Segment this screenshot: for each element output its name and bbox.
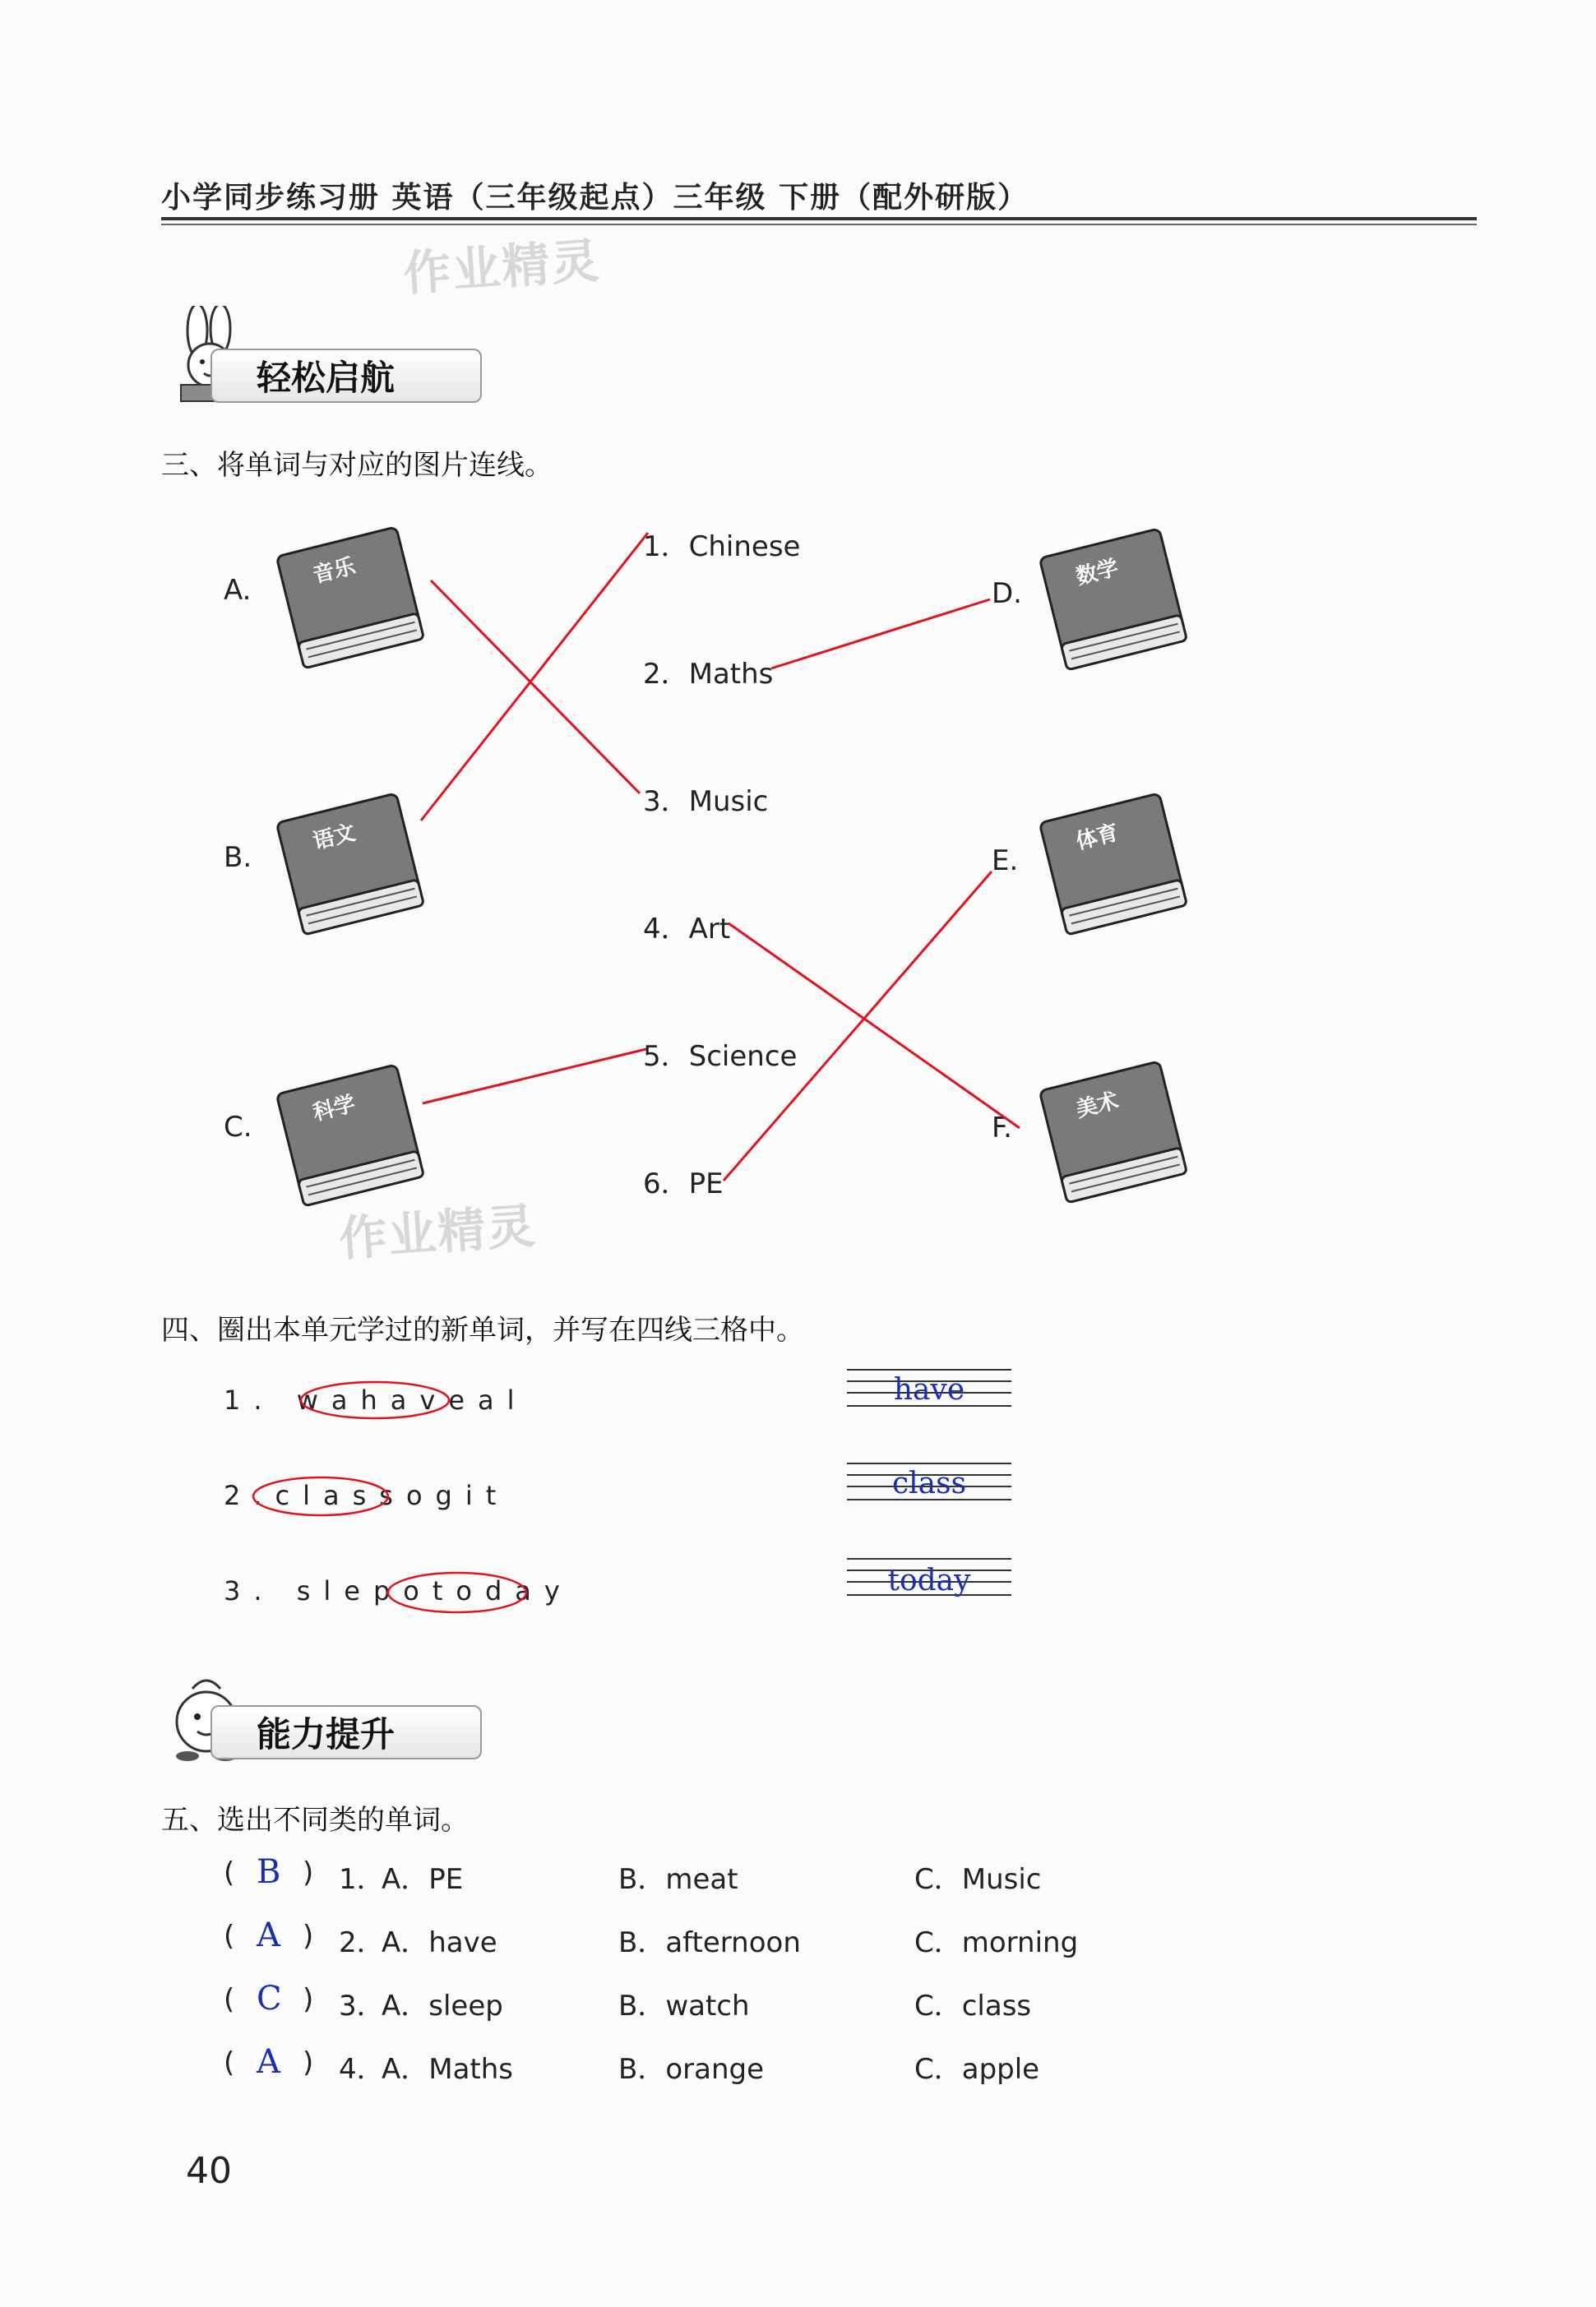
letters: classogit [275,1480,510,1511]
book-title: 语文 [310,820,359,855]
match-line-6-e [724,871,992,1181]
match-line-2-d [771,599,990,668]
paren-close: ) [303,1856,314,1889]
option-a: A．PE [382,1863,464,1896]
item-number: 2. [224,1480,275,1511]
book-title: 体育 [1073,820,1122,855]
circle-class [253,1477,388,1515]
paren-close: ) [303,1920,314,1953]
book-label-e: E. [992,844,1019,877]
option-c: C．class [914,1990,1032,2023]
book-label-c: C. [224,1111,252,1144]
book-label-a: A. [224,574,252,607]
page-number: 40 [186,2150,232,2192]
answer-letter: A [257,1916,280,1954]
paren-close: ) [303,2046,314,2079]
option-c: C．morning [914,1926,1079,1959]
option-c: C．Music [914,1863,1042,1896]
option-a: A．Maths [382,2053,514,2086]
q5-instruction: 五、选出不同类的单词。 [161,1804,469,1837]
answer-letter: B [257,1853,281,1891]
paren-open: ( [224,1920,235,1953]
match-line-a-3 [431,580,640,793]
match-word-3: 3．Music [643,785,769,818]
paren-close: ) [303,1983,314,2016]
item-number: 1. [224,1385,275,1416]
item-number: 3. [224,1575,275,1607]
item-number: 1． [339,1863,385,1896]
match-word-5: 5．Science [643,1040,798,1073]
match-word-4: 4．Art [643,913,731,945]
section-title: 轻松启航 [257,358,396,398]
letters: wahaveal [296,1385,528,1416]
watermark: 作业精灵 [401,232,603,303]
item-number: 3． [339,1990,385,2023]
book-title: 音乐 [310,553,359,589]
match-line-4-f [729,923,1020,1128]
circle-today [388,1573,526,1612]
book-label-b: B. [224,841,252,874]
option-b: B．meat [618,1863,738,1896]
answer-have: have [893,1373,965,1407]
q4-instruction: 四、圈出本单元学过的新单词，并写在四线三格中。 [161,1314,804,1347]
circle-have [301,1382,449,1418]
answer-letter: A [257,2043,280,2081]
match-word-6: 6．PE [643,1167,724,1200]
match-word-1: 1．Chinese [643,530,801,563]
section-title: 能力提升 [257,1714,396,1755]
q3-instruction: 三、将单词与对应的图片连线。 [161,449,553,482]
book-header: 小学同步练习册 英语（三年级起点）三年级 下册（配外研版） [161,181,1029,215]
book-label-d: D. [992,577,1022,610]
item-number: 4． [339,2053,385,2086]
book-title: 美术 [1073,1088,1122,1123]
option-b: B．afternoon [618,1926,801,1959]
paren-open: ( [224,1983,235,2016]
option-b: B．orange [618,2053,764,2086]
book-title: 数学 [1073,555,1122,590]
letters: slepotoday [296,1575,573,1607]
match-line-b-1 [421,533,648,821]
word-circles [0,1365,576,1628]
section-banner-advance [210,1705,482,1759]
answer-today: today [887,1564,971,1597]
option-b: B．watch [618,1990,750,2023]
item-number: 2． [339,1926,385,1959]
answer-class: class [891,1467,967,1500]
paren-open: ( [224,1856,235,1889]
paren-open: ( [224,2046,235,2079]
watermark: 作业精灵 [337,1197,539,1268]
option-c: C．apple [914,2053,1040,2086]
option-a: A．sleep [382,1990,503,2023]
answer-letter: C [257,1980,282,2018]
option-a: A．have [382,1926,497,1959]
match-word-2: 2．Maths [643,658,774,691]
book-title: 科学 [310,1091,359,1126]
book-label-f: F. [992,1112,1012,1144]
match-line-c-5 [423,1049,646,1103]
q5-items [224,1853,1128,2111]
